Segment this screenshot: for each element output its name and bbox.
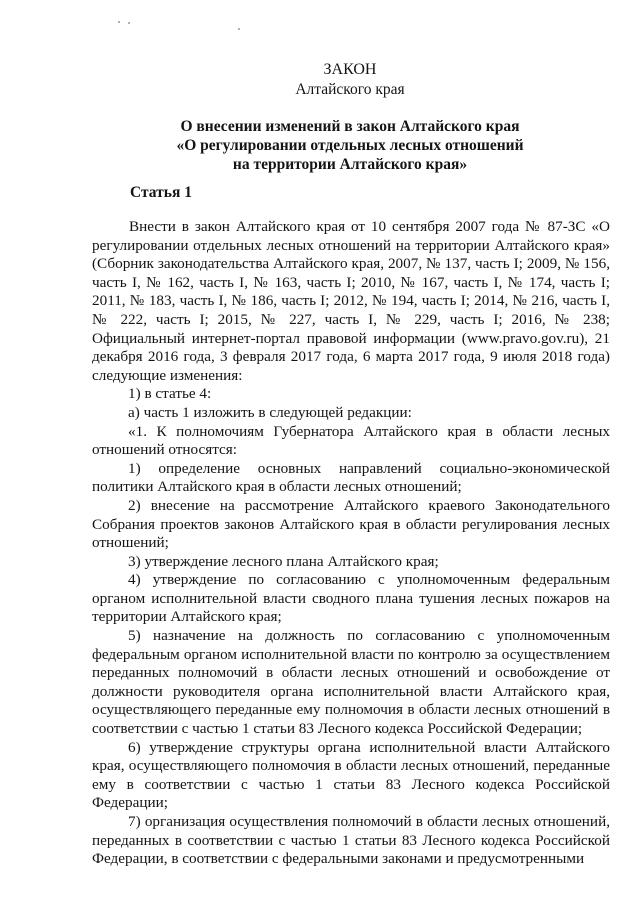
paragraph-intro: Внести в закон Алтайского края от 10 сентября 2007 года № 87-ЗС «О регулировании отдельных лесных отношений на территории Алтайского края» (Сборник законодательства Алтайского края, 2007, № 137, часть I; 2009, № 156, часть I, № 162, часть I, № 163, часть I; 2010, № 167, часть I, № 174, часть I; 2011, № 183, часть I, № 186, часть I; 2012, № 194, часть I; 2014, № 216, часть I, № 222, часть I; 2015, № 227, часть I, № 229, часть I; 2016, № 238; Официальный интернет-портал правовой информации (www.pravo.gov.ru), 21 декабря 2016 года, 3 февраля 2017 года, 6 марта 2017 года, 9 июля 2018 года) следующие изменения: [92,218,610,384]
paragraph-item-1: 1) в статье 4: [128,385,212,403]
paragraph-power-6: 6) утверждение структуры органа исполнительной власти Алтайского края, осуществляющего полномочия в области лесных отношений, переданные ему в соответствии с частью 1 статьи 83 Лесного кодекса Российской Федерации; [92,738,610,812]
law-region: Алтайского края [295,81,405,98]
law-subject-line-3: на территории Алтайского края» [232,156,468,173]
scan-speck [128,22,130,24]
scan-speck [118,21,120,23]
paragraph-power-2: 2) внесение на рассмотрение Алтайского краевого Законодательного Собрания проектов законов Алтайского края в области регулирования лесных отношений; [92,496,610,552]
article-heading: Статья 1 [130,184,192,201]
paragraph-power-4: 4) утверждение по согласованию с уполномоченным федеральным органом исполнительной власти сводного плана тушения лесных пожаров на территории Алтайского края; [92,571,610,626]
paragraph-power-7: 7) организация осуществления полномочий в области лесных отношений, переданных в соответствии с частью 1 статьи 83 Лесного кодекса Российской Федерации, в соответствии с федеральными законами и предусмотренными [92,813,610,868]
law-title: ЗАКОН [323,61,377,78]
paragraph-power-3: 3) утверждение лесного плана Алтайского края; [128,552,439,570]
paragraph-part-1: «1. К полномочиям Губернатора Алтайского края в области лесных отношений относятся: [92,422,610,459]
paragraph-power-5: 5) назначение на должность по согласованию с уполномоченным федеральным органом исполнительной власти по контролю за осуществлением переданных полномочий в области лесных отношений и освобождение от должности руководителя органа исполнительной власти Алтайского края, осуществляющего переданные ему полномочия в области лесных отношений в соответствии с частью 1 статьи 83 Лесного кодекса Российской Федерации; [92,627,610,738]
paragraph-subitem-a: а) часть 1 изложить в следующей редакции: [128,403,412,421]
document-body [92,218,610,869]
law-subject-line-2: «О регулировании отдельных лесных отношений [176,137,524,154]
paragraph-power-1: 1) определение основных направлений социально-экономической политики Алтайского края в области лесных отношений; [92,459,610,496]
law-subject-line-1: О внесении изменений в закон Алтайского края [180,118,520,135]
scan-speck [238,28,240,30]
